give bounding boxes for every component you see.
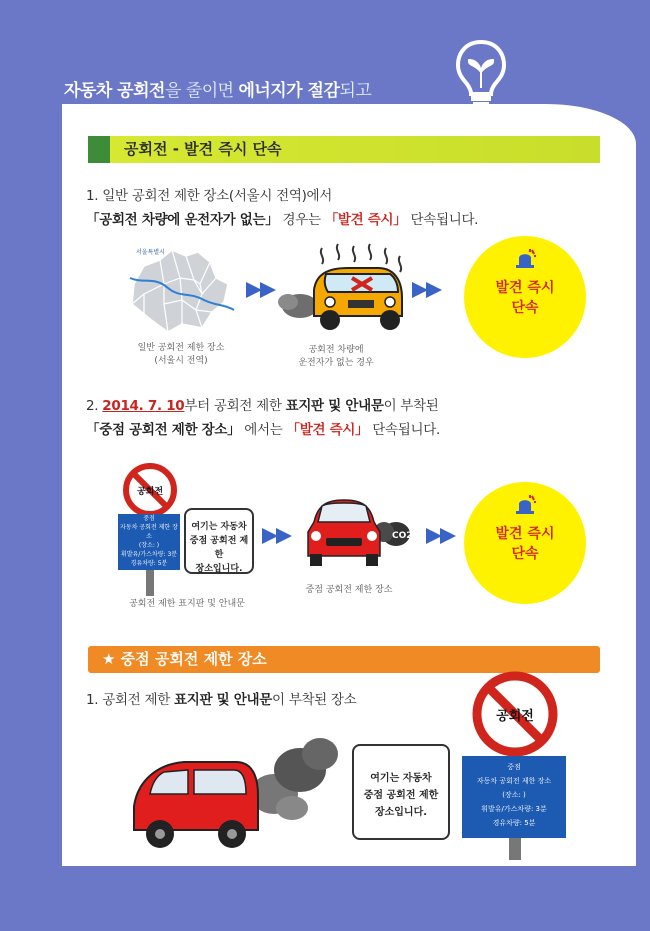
section2-heading: ★ 중점 공회전 제한 장소 bbox=[88, 646, 600, 673]
sign-info-box-2: 중점 자동차 공회전 제한 장소 (장소: ) 휘발유/가스차량: 3분 경유차량: 5분 bbox=[462, 756, 566, 838]
notice-sign-2: 여기는 자동차 중점 공회전 제한 장소입니다. bbox=[352, 744, 450, 840]
siren-icon bbox=[514, 248, 536, 268]
co2-label: CO2 bbox=[392, 531, 413, 541]
siren-icon bbox=[514, 494, 536, 514]
arrow-right-icon bbox=[426, 526, 462, 546]
seoul-map bbox=[124, 244, 236, 340]
idling-car-illustration bbox=[278, 240, 408, 336]
lightbulb-icon bbox=[452, 38, 510, 110]
caption-map: 일반 공회전 제한 장소 (서울시 전역) bbox=[137, 343, 225, 366]
sign-word-2: 공회전 bbox=[496, 709, 534, 724]
red-car-front-illustration bbox=[300, 492, 414, 570]
section1-item1-line2: 「공회전 차량에 운전자가 없는」 경우는 「발견 즉시」 단속됩니다. bbox=[86, 212, 479, 228]
badge-immediate-enforcement: 발견 즉시 단속 bbox=[464, 236, 586, 358]
caption-sign: 공회전 제한 표지판 및 안내문 bbox=[129, 599, 245, 609]
notice-sign: 여기는 자동차 중점 공회전 제한 장소입니다. bbox=[184, 508, 254, 574]
section1-item1-line1: 1. 일반 공회전 제한 장소(서울시 전역)에서 bbox=[86, 188, 333, 204]
section1-heading: 공회전 - 발견 즉시 단속 bbox=[88, 136, 600, 163]
page-title: 자동차 공회전을 줄이면 에너지가 절감되고 bbox=[64, 81, 372, 101]
sign-word: 공회전 bbox=[136, 487, 164, 497]
red-car-side-illustration bbox=[124, 736, 340, 854]
caption-car2: 중점 공회전 제한 장소 bbox=[305, 585, 393, 595]
section1-item2-line1: 2. 2014. 7. 10부터 공회전 제한 표지판 및 안내문이 부착된 bbox=[86, 398, 439, 414]
section2-item1: 1. 공회전 제한 표지판 및 안내문이 부착된 장소 bbox=[86, 692, 357, 708]
map-label: 서울특별시 bbox=[136, 249, 165, 256]
sign-info-box: 중점 자동차 공회전 제한 장소 (장소: ) 휘발유/가스차량: 3분 경유차량: 5분 bbox=[118, 514, 180, 570]
badge-immediate-enforcement-2: 발견 즉시 단속 bbox=[464, 482, 586, 604]
arrow-right-icon bbox=[262, 526, 298, 546]
caption-car: 공회전 차량에 운전자가 없는 경우 bbox=[298, 345, 374, 368]
arrow-right-icon bbox=[412, 280, 448, 300]
section1-item2-line2: 「중점 공회전 제한 장소」 에서는 「발견 즉시」 단속됩니다. bbox=[86, 422, 440, 438]
arrow-right-icon bbox=[246, 280, 282, 300]
